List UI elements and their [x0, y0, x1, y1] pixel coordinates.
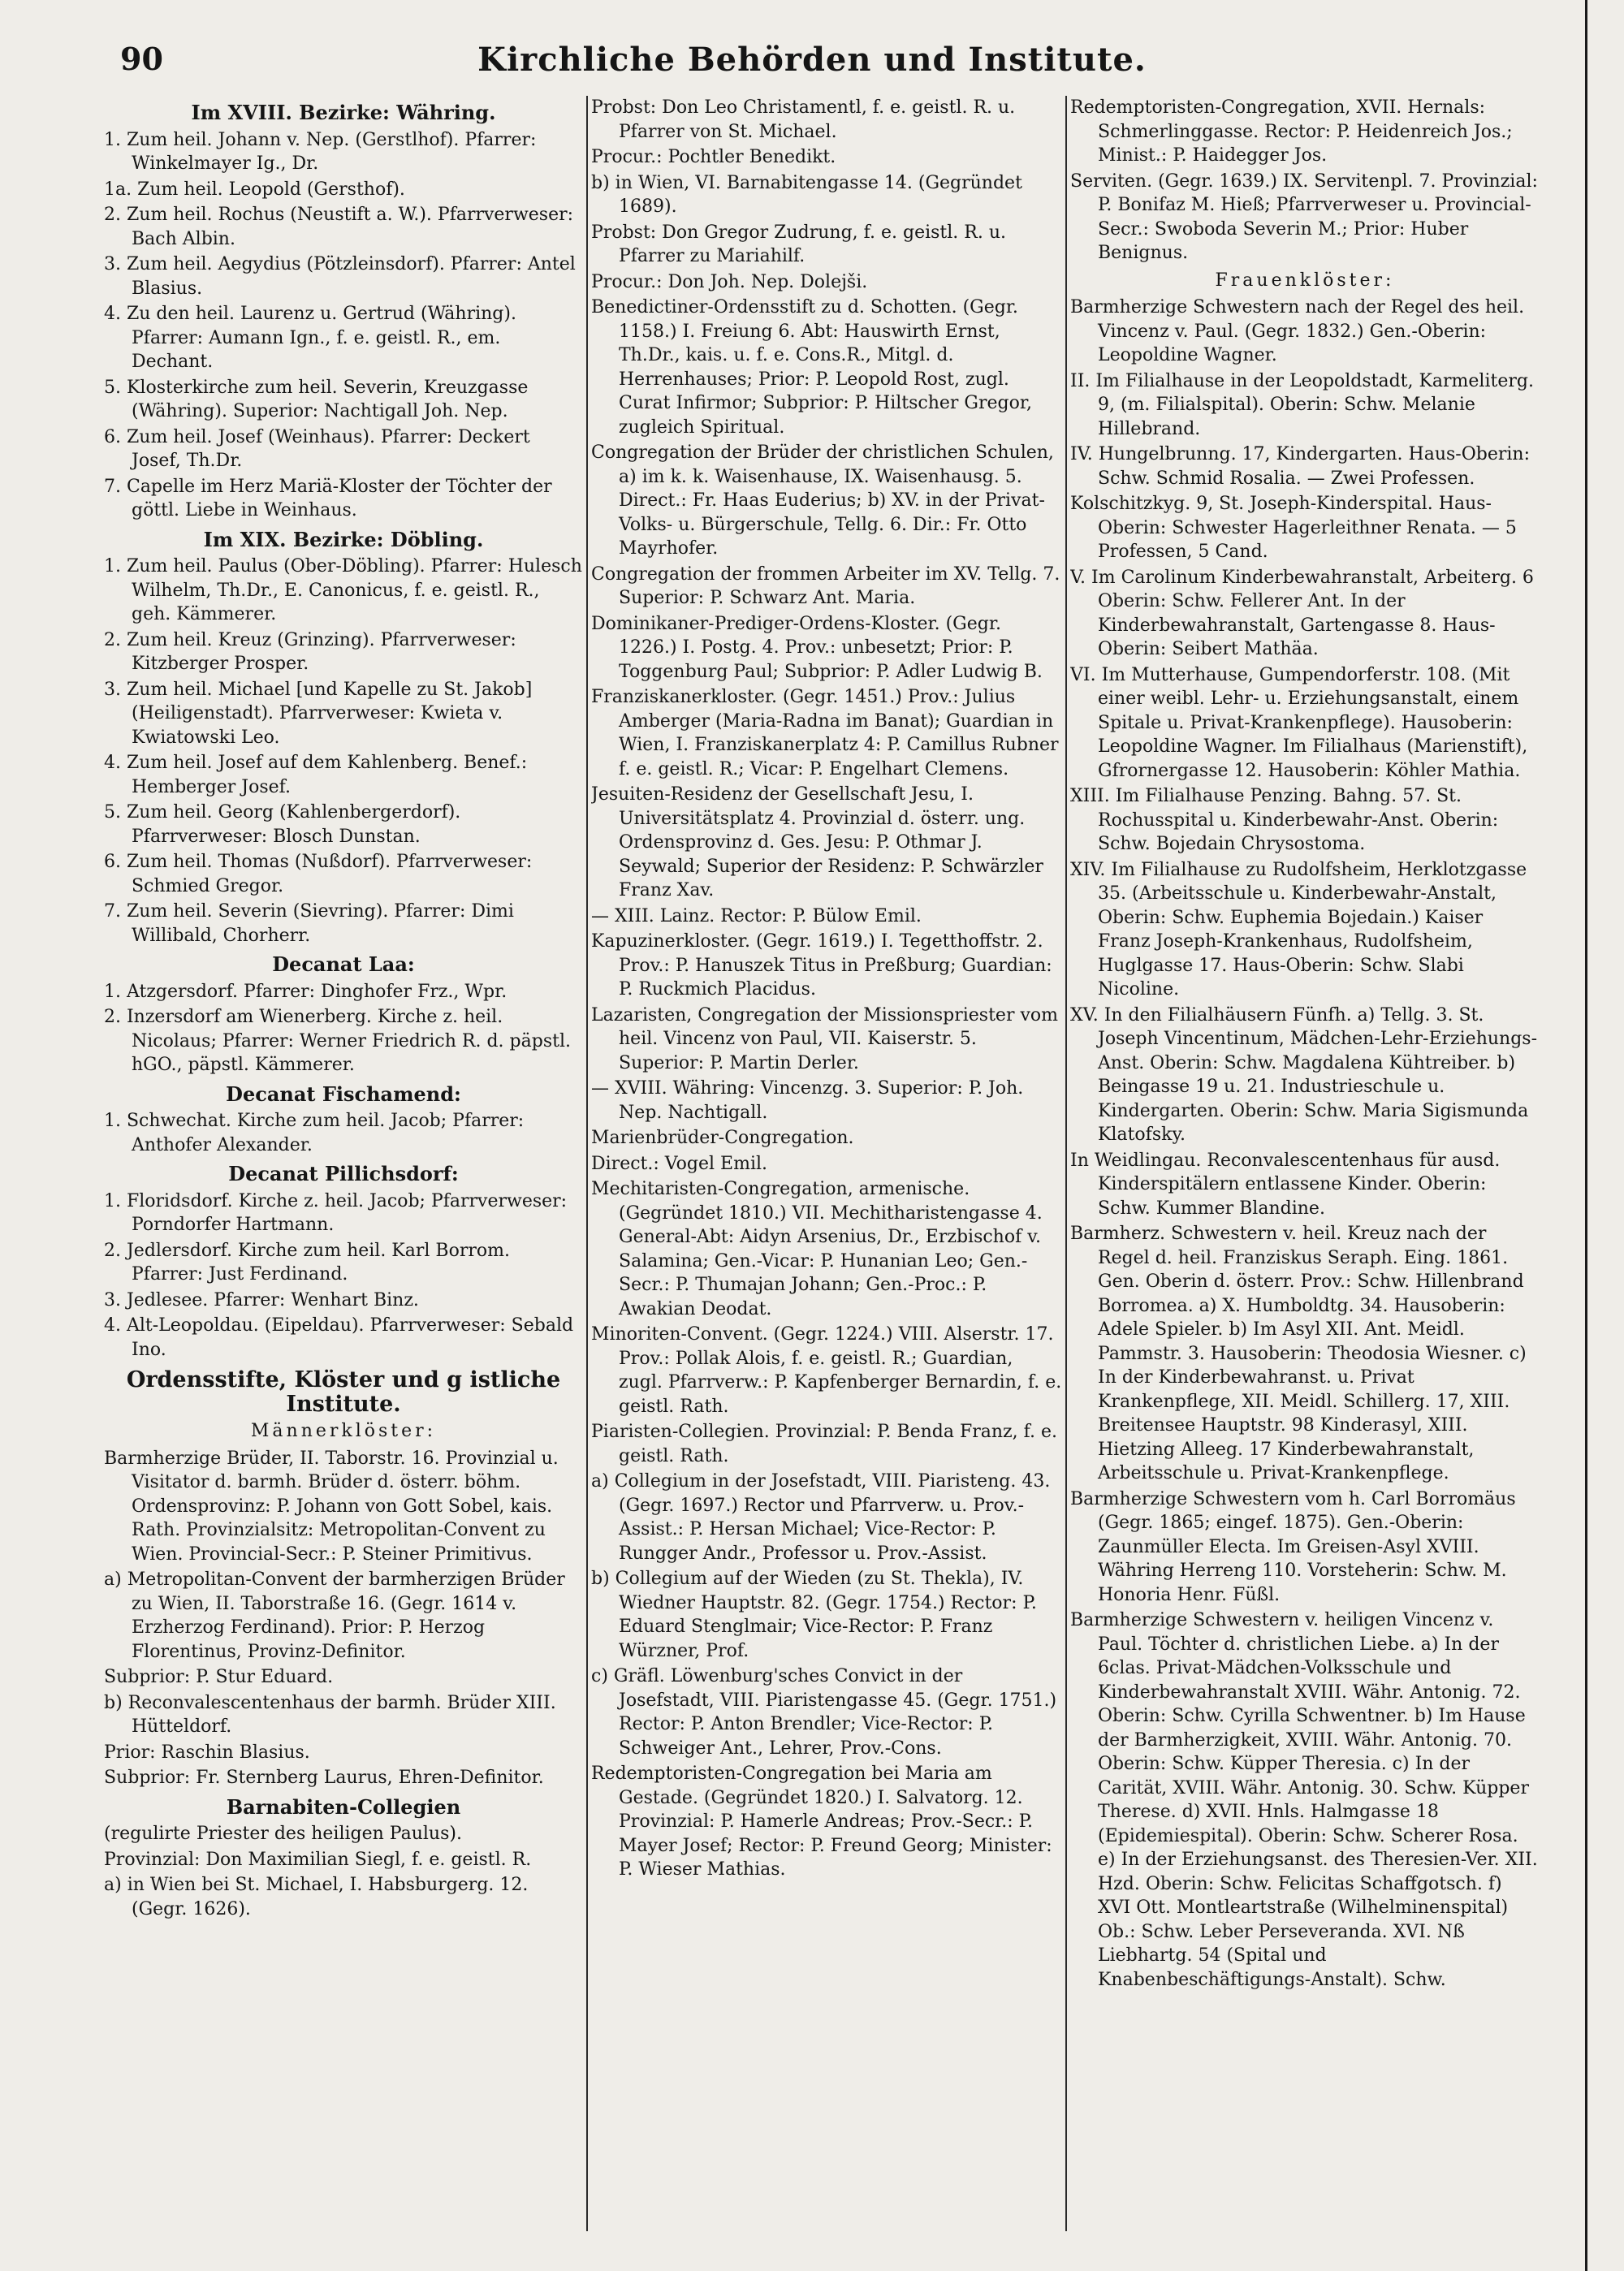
- directory-entry: Procur.: Don Joh. Nep. Dolejši.: [591, 271, 868, 292]
- section-heading: Decanat Laa:: [272, 952, 415, 976]
- directory-entry: c) Gräfl. Löwenburg'sches Convict in der Josefstadt, VIII. Piaristengasse 45. (Gegr. 1751.) Rector: P. Anton Brendler; Vice-Rector: P. Schweiger Ant., Lehrer, Prov.-Cons.: [591, 1666, 1057, 1759]
- column-divider: [586, 96, 588, 2231]
- directory-entry: 2. Jedlersdorf. Kirche zum heil. Karl Borrom. Pfarrer: Just Ferdinand.: [104, 1240, 510, 1284]
- directory-entry: V. Im Carolinum Kinderbewahranstalt, Arbeiterg. 6 Oberin: Schw. Fellerer Ant. In der Kinderbewahranstalt, Gartengasse 8. Haus-Oberin: Seibert Mathäa.: [1070, 567, 1534, 659]
- directory-entry: Mechitaristen-Congregation, armenische. (Gegründet 1810.) VII. Mechitharistengasse 4. General-Abt: Aidyn Arsenius, Dr., Erzbischof v. Salamina; Gen.-Vicar: P. Hunanian Leo; Gen.-Secr.: P. Thumajan Johann; Gen.-Proc.: P. Awakian Deodat.: [591, 1179, 1043, 1319]
- directory-entry: Subprior: Fr. Sternberg Laurus, Ehren-Definitor.: [104, 1768, 544, 1788]
- section-heading: Frauenklöster:: [1215, 270, 1395, 291]
- section-heading: Im XIX. Bezirke: Döbling.: [203, 527, 484, 551]
- section-heading: Ordensstifte, Klöster und g istliche Institute.: [126, 1367, 561, 1417]
- directory-entry: 1. Zum heil. Johann v. Nep. (Gerstlhof). Pfarrer: Winkelmayer Ig., Dr.: [104, 129, 537, 174]
- directory-entry: 4. Zum heil. Josef auf dem Kahlenberg. Benef.: Hemberger Josef.: [104, 753, 528, 797]
- directory-entry: a) Metropolitan-Convent der barmherzigen Brüder zu Wien, II. Taborstraße 16. (Gegr. 1614 v. Erzherzog Ferdinand). Prior: P. Herzog Florentinus, Provinz-Definitor.: [104, 1569, 565, 1662]
- section-heading: Decanat Fischamend:: [226, 1082, 461, 1106]
- directory-entry: Piaristen-Collegien. Provinzial: P. Benda Franz, f. e. geistl. Rath.: [591, 1422, 1057, 1466]
- directory-entry: (regulirte Priester des heiligen Paulus).: [104, 1824, 462, 1844]
- directory-entry: 1. Floridsdorf. Kirche z. heil. Jacob; Pfarrverweser: Porndorfer Hartmann.: [104, 1190, 568, 1235]
- directory-entry: Direct.: Vogel Emil.: [591, 1153, 768, 1174]
- column-3: [1070, 96, 1540, 2231]
- directory-entry: Dominikaner-Prediger-Ordens-Kloster. (Gegr. 1226.) I. Postg. 4. Prov.: unbesetzt; Prior: P. Toggenburg Paul; Subprior: P. Adler Ludwig B.: [591, 613, 1043, 682]
- directory-entry: Redemptoristen-Congregation, XVII. Hernals: Schmerlinggasse. Rector: P. Heidenreich Jos.; Minist.: P. Haidegger Jos.: [1070, 97, 1513, 166]
- directory-entry: XIII. Im Filialhause Penzing. Bahng. 57. St. Rochusspital u. Kinderbewahr-Anst. Oberin: Schw. Bojedain Chrysostoma.: [1070, 786, 1499, 854]
- directory-entry: 1. Schwechat. Kirche zum heil. Jacob; Pfarrer: Anthofer Alexander.: [104, 1111, 525, 1155]
- directory-entry: a) Collegium in der Josefstadt, VIII. Piaristeng. 43. (Gegr. 1697.) Rector und Pfarrverw. u. Prov.-Assist.: P. Hersan Michael; Vice-Rector: P. Rungger Andr., Professor u. Prov.-Assist.: [591, 1471, 1051, 1564]
- directory-entry: — XIII. Lainz. Rector: P. Bülow Emil.: [591, 905, 922, 926]
- directory-entry: b) in Wien, VI. Barnabitengasse 14. (Gegründet 1689).: [591, 172, 1022, 217]
- directory-entry: Minoriten-Convent. (Gegr. 1224.) VIII. Alserstr. 17. Prov.: Pollak Alois, f. e. geistl. R.; Guardian, zugl. Pfarrverw.: P. Kapfenberger Bernardin, f. e. geistl. Rath.: [591, 1324, 1062, 1417]
- directory-entry: b) Reconvalescentenhaus der barmh. Brüder XIII. Hütteldorf.: [104, 1692, 556, 1737]
- directory-entry: 2. Zum heil. Kreuz (Grinzing). Pfarrverweser: Kitzberger Prosper.: [104, 629, 516, 674]
- page-edge: [1585, 0, 1587, 2271]
- directory-entry: Barmherzige Schwestern vom h. Carl Borromäus (Gegr. 1865; eingef. 1875). Gen.-Oberin: Zaunmüller Electa. Im Greisen-Asyl XVIII. Währing Herreng 110. Vorsteherin: Schw. M. Honoria Henr. Füßl.: [1070, 1488, 1516, 1605]
- directory-entry: 3. Zum heil. Aegydius (Pötzleinsdorf). Pfarrer: Antel Blasius.: [104, 254, 576, 299]
- column-1: [104, 96, 583, 2231]
- directory-entry: Kapuzinerkloster. (Gegr. 1619.) I. Tegetthoffstr. 2. Prov.: P. Hanuszek Titus in Preßburg; Guardian: P. Ruckmich Placidus.: [591, 931, 1052, 999]
- directory-entry: Marienbrüder-Congregation.: [591, 1128, 854, 1148]
- page-title: Kirchliche Behörden und Institute.: [477, 41, 1147, 79]
- directory-entry: In Weidlingau. Reconvalescentenhaus für ausd. Kinderspitälern entlassene Kinder. Oberin: Schw. Kummer Blandine.: [1070, 1150, 1501, 1219]
- column-divider: [1065, 96, 1067, 2231]
- directory-entry: Procur.: Pochtler Benedikt.: [591, 147, 836, 167]
- directory-entry: Prior: Raschin Blasius.: [104, 1742, 310, 1763]
- directory-entry: 1. Atzgersdorf. Pfarrer: Dinghofer Frz., Wpr.: [104, 981, 508, 1002]
- directory-entry: 7. Zum heil. Severin (Sievring). Pfarrer: Dimi Willibald, Chorherr.: [104, 901, 514, 946]
- directory-entry: Probst: Don Leo Christamentl, f. e. geistl. R. u. Pfarrer von St. Michael.: [591, 97, 1016, 142]
- section-heading: Barnabiten-Collegien: [226, 1794, 461, 1819]
- directory-entry: Provinzial: Don Maximilian Siegl, f. e. geistl. R.: [104, 1849, 532, 1870]
- directory-entry: 4. Zu den heil. Laurenz u. Gertrud (Währing). Pfarrer: Aumann Ign., f. e. geistl. R., em. Dechant.: [104, 304, 516, 372]
- section-heading: Decanat Pillichsdorf:: [228, 1162, 459, 1185]
- page-number: 90: [120, 41, 163, 77]
- directory-entry: XIV. Im Filialhause zu Rudolfsheim, Herklotzgasse 35. (Arbeitsschule u. Kinderbewahr-Anstalt, Oberin: Schw. Euphemia Bojedain.) Kaiser Franz Joseph-Krankenhaus, Rudolfsheim, Huglgasse 17. Haus-Oberin: Schw. Slabi Nicoline.: [1070, 859, 1527, 999]
- directory-entry: Congregation der Brüder der christlichen Schulen, a) im k. k. Waisenhause, IX. Waisenhausg. 5. Direct.: Fr. Haas Euderius; b) XV. in der Privat-Volks- u. Bürgerschule, Tellg. 6. Dir.: Fr. Otto Mayrhofer.: [591, 443, 1054, 559]
- directory-entry: 3. Jedlesee. Pfarrer: Wenhart Binz.: [104, 1289, 419, 1310]
- directory-entry: Subprior: P. Stur Eduard.: [104, 1667, 334, 1687]
- section-heading: Im XVIII. Bezirke: Währing.: [191, 101, 496, 124]
- column-2: [591, 96, 1062, 2231]
- directory-entry: 2. Inzersdorf am Wienerberg. Kirche z. heil. Nicolaus; Pfarrer: Werner Friedrich R. d. päpstl. hGO., päpstl. Kämmerer.: [104, 1007, 571, 1075]
- directory-entry: II. Im Filialhause in der Leopoldstadt, Karmeliterg. 9, (m. Filialspital). Oberin: Schw. Melanie Hillebrand.: [1070, 370, 1534, 439]
- directory-entry: Probst: Don Gregor Zudrung, f. e. geistl. R. u. Pfarrer zu Mariahilf.: [591, 222, 1006, 266]
- directory-entry: 5. Klosterkirche zum heil. Severin, Kreuzgasse (Währing). Superior: Nachtigall Joh. Nep.: [104, 377, 529, 421]
- directory-entry: Barmherzige Brüder, II. Taborstr. 16. Provinzial u. Visitator d. barmh. Brüder d. österr. böhm. Ordensprovinz: P. Johann von Gott Sobel, kais. Rath. Provinzialsitz: Metropolitan-Convent zu Wien. Provincial-Secr.: P. Steiner Primitivus.: [104, 1448, 559, 1565]
- directory-entry: 2. Zum heil. Rochus (Neustift a. W.). Pfarrverweser: Bach Albin.: [104, 205, 574, 249]
- directory-entry: Lazaristen, Congregation der Missionspriester vom heil. Vincenz von Paul, VII. Kaiserstr. 5. Superior: P. Martin Derler.: [591, 1004, 1058, 1073]
- directory-entry: 3. Zum heil. Michael [und Kapelle zu St. Jakob] (Heiligenstadt). Pfarrverweser: Kwieta v. Kwiatowski Leo.: [104, 679, 533, 748]
- directory-entry: Barmherz. Schwestern v. heil. Kreuz nach der Regel d. heil. Franziskus Seraph. Eing. 1861. Gen. Oberin d. österr. Prov.: Schw. Hillenbrand Borromea. a) X. Humboldtg. 34. Hausoberin: Adele Spieler. b) Im Asyl XII. Ant. Meidl. Pammstr. 3. Hausoberin: Theodosia Wiesner. c) In der Kinderbewahranst. u. Privat Krankenpflege, XII. Meidl. Schillerg. 17, XIII. Breitensee Hauptstr. 98 Kinderasyl, XIII. Hietzing Alleeg. 17 Kinderbewahranstalt, Arbeitsschule u. Privat-Krankenpflege.: [1070, 1224, 1527, 1483]
- directory-entry: Congregation der frommen Arbeiter im XV. Tellg. 7. Superior: P. Schwarz Ant. Maria.: [591, 563, 1060, 608]
- directory-entry: Benedictiner-Ordensstift zu d. Schotten. (Gegr. 1158.) I. Freiung 6. Abt: Hauswirth Ernst, Th.Dr., kais. u. f. e. Cons.R., Mitgl. d. Herrenhauses; Prior: P. Leopold Rost, zugl. Curat Infirmor; Subprior: P. Hiltscher Gregor, zugleich Spiritual.: [591, 297, 1032, 438]
- directory-entry: b) Collegium auf der Wieden (zu St. Thekla), IV. Wiedner Hauptstr. 82. (Gegr. 1754.) Rector: P. Eduard Stenglmair; Vice-Rector: P. Franz Würzner, Prof.: [591, 1569, 1037, 1661]
- directory-entry: a) in Wien bei St. Michael, I. Habsburgerg. 12. (Gegr. 1626).: [104, 1875, 529, 1919]
- directory-entry: Serviten. (Gegr. 1639.) IX. Servitenpl. 7. Provinzial: P. Bonifaz M. Hieß; Pfarrverweser u. Provincial-Secr.: Swoboda Severin M.; Prior: Huber Benignus.: [1070, 171, 1538, 263]
- directory-entry: 6. Zum heil. Thomas (Nußdorf). Pfarrverweser: Schmied Gregor.: [104, 852, 533, 896]
- directory-entry: — XVIII. Währing: Vincenzg. 3. Superior: P. Joh. Nep. Nachtigall.: [591, 1078, 1024, 1123]
- directory-entry: IV. Hungelbrunng. 17, Kindergarten. Haus-Oberin: Schw. Schmid Rosalia. — Zwei Professen.: [1070, 444, 1530, 489]
- directory-entry: 1. Zum heil. Paulus (Ober-Döbling). Pfarrer: Hulesch Wilhelm, Th.Dr., E. Canonicus, f. e. geistl. R., geh. Kämmerer.: [104, 556, 582, 624]
- directory-entry: 6. Zum heil. Josef (Weinhaus). Pfarrer: Deckert Josef, Th.Dr.: [104, 426, 530, 471]
- directory-entry: Barmherzige Schwestern v. heiligen Vincenz v. Paul. Töchter d. christlichen Liebe. a) In der 6clas. Privat-Mädchen-Volksschule und Kinderbewahranstalt XVIII. Währ. Antonig. 72. Oberin: Schw. Cyrilla Schwentner. b) Im Hause der Barmherzigkeit, XVIII. Währ. Antonig. 70. Oberin: Schw. Küpper Theresia. c) In der Carität, XVIII. Währ. Antonig. 30. Schw. Küpper Therese. d) XVII. Hnls. Halmgasse 18 (Epidemiespital). Oberin: Schw. Scherer Rosa. e) In der Erziehungsanst. des Theresien-Ver. XII. Hzd. Oberin: Schw. Felicitas Schaffgotsch. f) XVI Ott. Montleartstraße (Wilhelminenspital) Ob.: Schw. Leber Perseveranda. XVI. Nß Liebhartg. 54 (Spital und Knabenbeschäftigungs-Anstalt). Schw.: [1070, 1610, 1538, 1990]
- directory-entry: Kolschitzkyg. 9, St. Joseph-Kinderspital. Haus-Oberin: Schwester Hagerleithner Renata. — 5 Professen, 5 Cand.: [1070, 494, 1517, 562]
- section-heading: Männerklöster:: [250, 1421, 437, 1441]
- directory-entry: Franziskanerkloster. (Gegr. 1451.) Prov.: Julius Amberger (Maria-Radna im Banat); Guardian in Wien, I. Franziskanerplatz 4: P. Camillus Rubner f. e. geistl. R.; Vicar: P. Engelhart Clemens.: [591, 687, 1059, 779]
- directory-entry: XV. In den Filialhäusern Fünfh. a) Tellg. 3. St. Joseph Vincentinum, Mädchen-Lehr-Erziehungs-Anst. Oberin: Schw. Magdalena Kühtreiber. b) Beingasse 19 u. 21. Industrieschule u. Kindergarten. Oberin: Schw. Maria Sigismunda Klatofsky.: [1070, 1004, 1538, 1145]
- directory-entry: VI. Im Mutterhause, Gumpendorferstr. 108. (Mit einer weibl. Lehr- u. Erziehungsanstalt, einem Spitale u. Privat-Krankenpflege). Hausoberin: Leopoldine Wagner. Im Filialhaus (Marienstift), Gfrornergasse 12. Hausoberin: Köhler Mathia.: [1070, 664, 1528, 781]
- directory-entry: Barmherzige Schwestern nach der Regel des heil. Vincenz v. Paul. (Gegr. 1832.) Gen.-Oberin: Leopoldine Wagner.: [1070, 297, 1525, 365]
- directory-entry: Redemptoristen-Congregation bei Maria am Gestade. (Gegründet 1820.) I. Salvatorg. 12. Provinzial: P. Hamerle Andreas; Prov.-Secr.: P. Mayer Josef; Rector: P. Freund Georg; Minister: P. Wieser Mathias.: [591, 1764, 1052, 1880]
- directory-entry: 4. Alt-Leopoldau. (Eipeldau). Pfarrverweser: Sebald Ino.: [104, 1315, 574, 1360]
- directory-entry: 7. Capelle im Herz Mariä-Kloster der Töchter der göttl. Liebe in Weinhaus.: [104, 476, 552, 520]
- directory-entry: 1a. Zum heil. Leopold (Gersthof).: [104, 179, 405, 200]
- directory-entry: Jesuiten-Residenz der Gesellschaft Jesu, I. Universitätsplatz 4. Provinzial d. österr. ung. Ordensprovinz d. Ges. Jesu: P. Othmar J. Seywald; Superior der Residenz: P. Schwärzler Franz Xav.: [591, 784, 1043, 900]
- directory-entry: 5. Zum heil. Georg (Kahlenbergerdorf). Pfarrverweser: Blosch Dunstan.: [104, 802, 461, 847]
